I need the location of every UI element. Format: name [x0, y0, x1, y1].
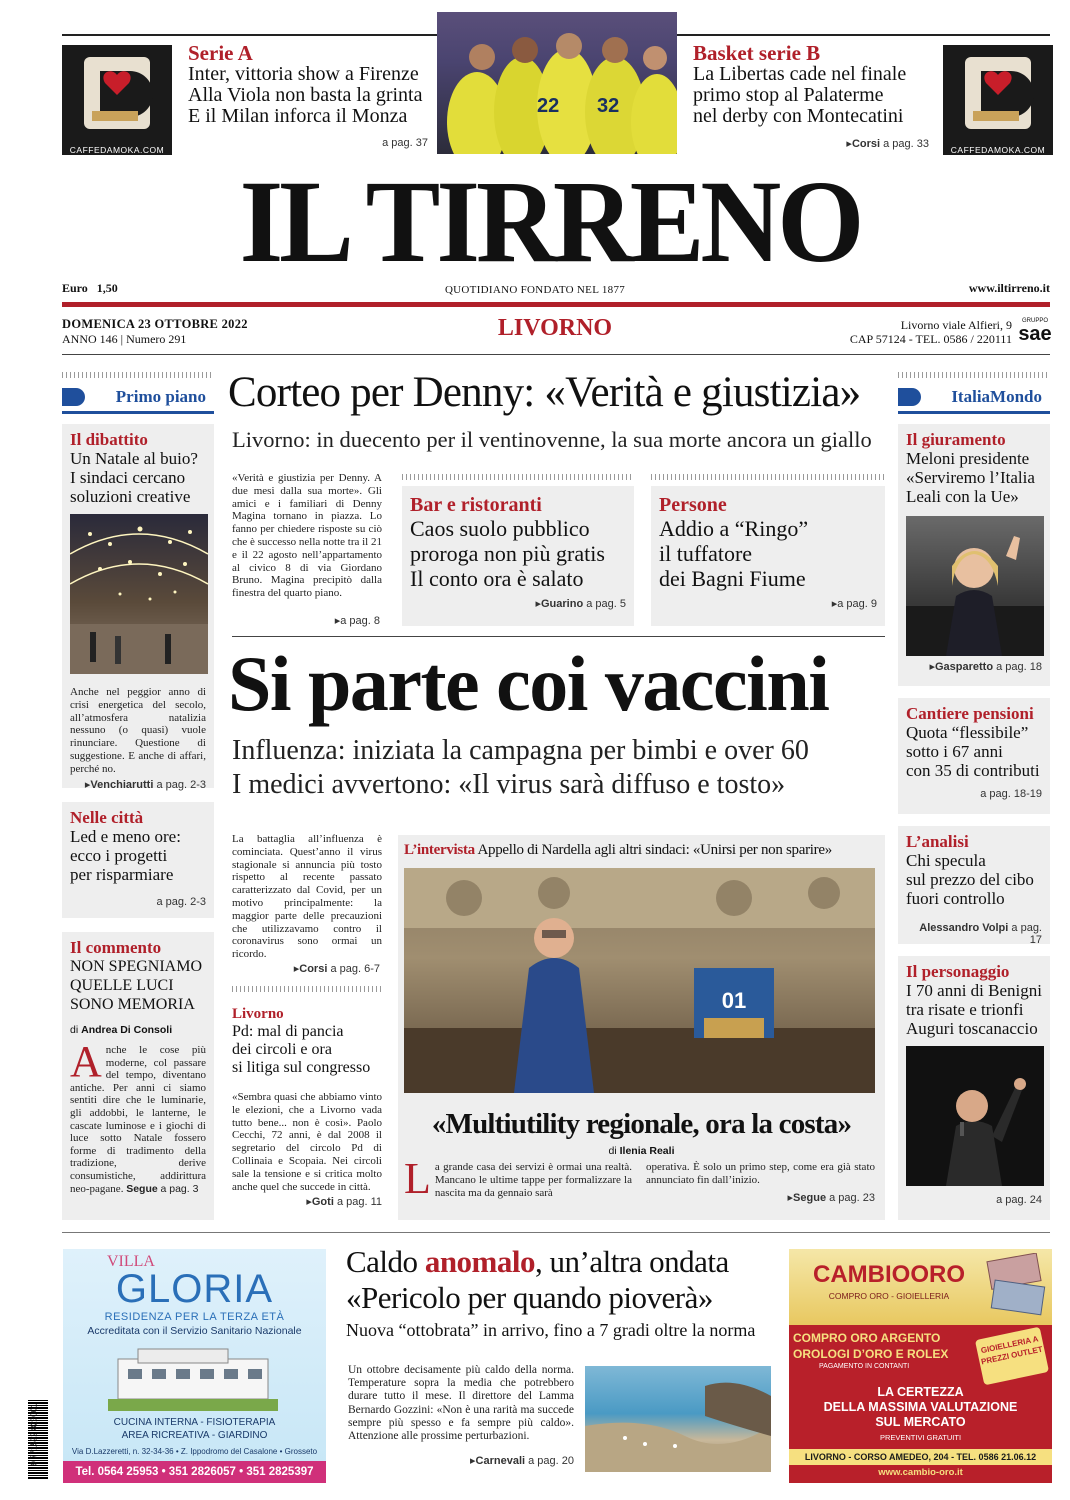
right-story-2[interactable] — [898, 698, 1050, 814]
left-story-1-h3: soluzioni creative — [70, 487, 191, 506]
right-story-4-h1: I 70 anni di Benigni — [906, 981, 1042, 1000]
interview-author: Segue — [793, 1191, 827, 1204]
right-story-2-h1: Quota “flessibile” — [906, 723, 1029, 742]
livorno-h2: dei circoli e ora — [232, 1041, 332, 1058]
right-story-4[interactable] — [898, 956, 1050, 1220]
main-sub-1: Influenza: iniziata la campagna per bimbi e over 60 — [232, 735, 809, 766]
box1-ref: ▸Guarino a pag. 5 — [535, 598, 626, 610]
date: DOMENICA 23 OTTOBRE 2022 — [62, 317, 248, 331]
right-story-1-author: Gasparetto — [934, 661, 994, 673]
left-story-1-kicker: Il dibattito — [70, 430, 148, 449]
ad-cambio-website: www.cambio-oro.it — [878, 1467, 963, 1478]
section-primo-piano[interactable] — [62, 382, 214, 414]
ad-cambio-brand-sub: COMPRO ORO - GIOIELLERIA — [828, 1291, 950, 1301]
masthead-red-rule — [62, 302, 1050, 307]
lead-headline[interactable]: Corteo per Denny: «Verità e giustizia» — [228, 369, 861, 416]
box1-kicker: Bar e ristoranti — [410, 494, 542, 516]
right-story-3[interactable] — [898, 826, 1050, 944]
promo-right-page: a pag. 33 — [883, 138, 929, 150]
weather-subhead: Nuova “ottobrata” in arrivo, fino a 7 gradi oltre la norma — [346, 1320, 756, 1340]
moka-cup-icon — [62, 45, 172, 140]
promo-left[interactable] — [188, 42, 428, 149]
section-italiamondo-label: ItaliaMondo — [951, 386, 1042, 406]
right-story-1-page: a pag. 18 — [996, 661, 1042, 673]
right-story-3-h3: fuori controllo — [906, 889, 1005, 908]
interview-body-col-1 — [404, 1154, 632, 1204]
section-quote-icon — [62, 384, 88, 410]
interview-byline-name: Ilenia Reali — [619, 1145, 675, 1157]
right-story-2-h2: sotto i 67 anni — [906, 742, 1003, 761]
interview-title: Appello di Nardella agli altri sindaci: «Unirsi per non sparire» — [477, 842, 832, 858]
ad-villa-gloria[interactable] — [63, 1249, 326, 1483]
livorno-body: «Sembra quasi che abbiamo vinto le elezioni, che a Livorno vada tutto bene... non è così». Paolo Cecchi, 72 anni, è dal 2008 il segretario del circolo Pd di Collinaia e Scopaia. Nei circoli sale la tensione e si critica molto anche quel che succede in città. — [232, 1091, 382, 1193]
weather-headline-em: anomalo — [424, 1244, 535, 1279]
ad-address: Via D.Lazzeretti, n. 32-34-36 • Z. Ippodromo del Casalone • Grosseto — [71, 1447, 318, 1456]
promo-left-ref: a pag. 37 — [382, 137, 428, 149]
box2-h1: Addio a “Ringo” — [659, 516, 809, 541]
main-author: Corsi — [299, 963, 328, 975]
meloni-photo — [906, 516, 1044, 656]
section-italiamondo[interactable] — [898, 382, 1050, 414]
left-story-1-h2: I sindaci cercano — [70, 468, 186, 487]
interview-headline: «Multiutility regionale, ora la costa» — [431, 1108, 852, 1140]
ad-villa-label: VILLA — [107, 1253, 155, 1270]
main-ref: ▸Corsi a pag. 6-7 — [293, 963, 380, 975]
benigni-photo — [906, 1046, 1044, 1186]
ad-cambio-brand: CAMBIOORO — [813, 1261, 965, 1288]
weather-page: a pag. 20 — [528, 1455, 574, 1467]
left-story-2-ref: a pag. 2-3 — [156, 896, 206, 908]
left-story-3-body: nche le cose più moderne, col passare del tempo, diventano antiche. Per anni ci siamo sentiti dire che le luminarie, gli addobbi, le lanterne, le cascate luminose e i giochi di luce sotto Natale fossero forme di tradimento della tradizione, derive consumistiche, addirittura neo-pagane. — [70, 1044, 206, 1195]
left-story-3-byline-prefix: di — [70, 1024, 79, 1036]
interview-kicker: L’intervista — [404, 842, 475, 858]
ad-cambio-line-5: DELLA MASSIMA VALUTAZIONE — [823, 1400, 1018, 1414]
left-story-3-dropcap: A — [70, 1037, 102, 1086]
left-story-1-ref: ▸Venchiarutti a pag. 2-3 — [84, 778, 206, 791]
box2-ref: ▸a pag. 9 — [831, 598, 877, 610]
ad-tel: Tel. 0564 25953 • 351 2826057 • 351 2825397 — [63, 1461, 326, 1483]
box1-h3: Il conto ora è salato — [410, 566, 584, 591]
main-page: a pag. 6-7 — [330, 963, 380, 975]
promo-right-author: Corsi — [851, 138, 881, 150]
livorno-ref: ▸Goti a pag. 11 — [306, 1196, 382, 1209]
ad-cambio-line-3: PAGAMENTO IN CONTANTI — [819, 1363, 910, 1370]
weather-headline-2: «Pericolo per quando pioverà» — [346, 1280, 713, 1315]
box1-h2: proroga non più gratis — [410, 541, 605, 566]
promo-right-kicker: Basket serie B — [693, 41, 821, 65]
livorno-story[interactable] — [232, 1006, 382, 1208]
ad-cambio-oro[interactable] — [789, 1249, 1052, 1483]
interview-page: a pag. 23 — [829, 1191, 875, 1204]
dots-livorno — [232, 986, 382, 992]
left-story-3-body-wrap — [70, 1037, 206, 1195]
anno: ANNO 146 — [62, 332, 118, 346]
ad-residenza: RESIDENZA PER LA TERZA ETÀ — [104, 1311, 285, 1323]
edition: LIVORNO — [497, 315, 613, 341]
promo-left-line-2: Alla Viola non basta la grinta — [188, 84, 423, 106]
right-story-4-kicker: Il personaggio — [906, 962, 1010, 981]
caffedamoka-logo-right[interactable] — [943, 45, 1053, 155]
promo-left-line-1: Inter, vittoria show a Firenze — [188, 63, 419, 85]
svg-text:01: 01 — [721, 988, 747, 1013]
right-story-3-page: a pag. 17 — [1011, 922, 1042, 946]
livorno-h3: si litiga sul congresso — [232, 1059, 371, 1076]
box2-h2: il tuffatore — [659, 541, 753, 566]
left-story-2-h3: per risparmiare — [70, 865, 174, 884]
livorno-author: Goti — [311, 1196, 334, 1209]
sae-logo — [1018, 318, 1052, 344]
moka-cup-icon — [943, 45, 1053, 140]
left-story-2[interactable] — [62, 802, 214, 918]
main-body — [232, 833, 382, 961]
main-sub-2: I medici avvertono: «Il virus sarà diffuso e tosto» — [232, 769, 786, 800]
lead-subhead: Livorno: in duecento per il ventinovenne, la sua morte ancora un giallo — [232, 427, 872, 452]
left-story-1-author: Venchiarutti — [90, 778, 154, 791]
livorno-h1: Pd: mal di pancia — [232, 1023, 344, 1040]
ad-accreditata: Accreditata con il Servizio Sanitario Nazionale — [87, 1325, 302, 1337]
left-story-3-h2: QUELLE LUCI — [70, 977, 174, 994]
left-story-3-byline — [70, 1024, 206, 1036]
box-persone[interactable] — [651, 486, 885, 626]
lead-page: a pag. 8 — [340, 615, 380, 627]
box2-h3: dei Bagni Fiume — [659, 566, 806, 591]
gruppo-label: GRUPPO — [1021, 318, 1048, 324]
left-story-2-h1: Led e meno ore: — [70, 827, 181, 846]
box1-page: a pag. 5 — [586, 598, 626, 610]
weather-story[interactable] — [346, 1244, 776, 1342]
right-story-1-ref: ▸Gasparetto a pag. 18 — [929, 661, 1042, 673]
interview-ref: ▸Segue a pag. 23 — [787, 1191, 875, 1204]
website[interactable]: www.iltirreno.it — [968, 281, 1050, 295]
barcode-number: 9 771592 823001 — [29, 1403, 39, 1466]
promo-left-line-3: E il Milan inforca il Monza — [188, 105, 408, 127]
masthead-title[interactable]: IL TIRRENO — [239, 156, 861, 288]
right-story-3-h2: sul prezzo del cibo — [906, 870, 1034, 889]
interview-body-1: a grande casa dei servizi è ormai una realtà. Mancano le ultime tappe per formalizzare la nascita ma da gennaio sarà — [434, 1161, 632, 1199]
left-story-3-kicker: Il commento — [70, 938, 162, 957]
interview-box[interactable] — [398, 835, 885, 1220]
right-story-1-h1: Meloni presidente — [906, 449, 1030, 468]
inter-team-photo — [437, 12, 677, 154]
address: Livorno viale Alfieri, 9 — [900, 318, 1012, 332]
masthead-bottom-rule — [62, 354, 1050, 355]
promo-right-line-1: La Libertas cade nel finale — [693, 63, 907, 85]
sae-label: sae — [1018, 323, 1052, 345]
main-headline[interactable]: Si parte coi vaccini — [228, 640, 829, 727]
left-story-3-byline-name: Andrea Di Consoli — [81, 1024, 173, 1036]
right-story-2-kicker: Cantiere pensioni — [906, 704, 1034, 723]
bottom-rule — [62, 1232, 1050, 1233]
weather-author: Carnevali — [475, 1455, 526, 1467]
lead-body-text: «Verità e giustizia per Denny. A due mesi dalla sua morte». Gli amici e i familiari di Denny Magina tornano in piazza. Lo fanno per chiedere risposte su ciò che è successo nella notte tra il 21 e il 22 agosto nell’appartamento al civico 8 di via Giordano Bruno. Magina precipitò dalla finestra del quarto piano. — [232, 472, 382, 600]
dots-left — [62, 372, 214, 378]
price-value: 1,50 — [96, 281, 118, 295]
box2-page: a pag. 9 — [837, 598, 877, 610]
right-story-3-ref — [906, 922, 1042, 946]
left-story-3-author: Segue — [126, 1182, 158, 1195]
left-story-3-h3: SONO MEMORIA — [70, 996, 195, 1013]
lead-ref: ▸a pag. 8 — [334, 615, 380, 627]
livorno-kicker: Livorno — [232, 1006, 284, 1022]
nardella-photo — [404, 868, 875, 1093]
ad-cambio-line-2: OROLOGI D’ORO E ROLEX — [793, 1347, 949, 1361]
right-story-2-ref: a pag. 18-19 — [980, 788, 1042, 800]
right-story-3-kicker: L’analisi — [906, 832, 969, 851]
interview-dropcap: L — [404, 1154, 431, 1203]
interview-body-2: operativa. È solo un primo step, come era già stato annunciato fin dall’inizio. — [646, 1161, 875, 1186]
ad-cambio-line-1: COMPRO ORO ARGENTO — [793, 1331, 941, 1345]
christmas-lights-photo — [70, 514, 208, 674]
numero: Numero 291 — [126, 332, 187, 346]
section-quote-icon — [898, 384, 924, 410]
moka-logo-text: CAFFEDAMOKA.COM — [950, 145, 1046, 155]
ad-services-1: CUCINA INTERNA - FISIOTERAPIA — [113, 1417, 276, 1428]
svg-text:22: 22 — [537, 95, 560, 117]
beach-photo — [585, 1366, 771, 1472]
ad-services-2: AREA RICREATIVA - GIARDINO — [121, 1430, 268, 1441]
issue-info: ANNO 146 | Numero 291 — [62, 332, 187, 346]
left-story-1-page: a pag. 2-3 — [156, 778, 206, 791]
weather-body: Un ottobre decisamente più caldo della norma. Temperature sopra la media che potrebbero durare tutto il mese. Il direttore del Lamma Bernardo Gozzini: «Non è una rarità ma succede sempre più spesso e fa sempre più caldo». Attenzione alle prossime perturbazioni. — [348, 1364, 574, 1443]
right-story-1-h3: Leali con la Ue» — [906, 487, 1019, 506]
ad-banknotes-illustration — [985, 1253, 1049, 1321]
ad-building-illustration — [108, 1341, 278, 1411]
ad-cambio-line-7: PREVENTIVI GRATUITI — [879, 1433, 962, 1442]
livorno-page: a pag. 11 — [336, 1196, 382, 1209]
lead-body — [232, 472, 382, 600]
box-bar-ristoranti[interactable] — [402, 486, 634, 626]
price-label: Euro — [62, 281, 88, 295]
ad-cambio-badge: GIOIELLERIA A PREZZI OUTLET — [975, 1327, 1049, 1386]
svg-text:32: 32 — [597, 95, 620, 117]
interview-byline-prefix: di — [608, 1145, 617, 1157]
right-story-4-ref: a pag. 24 — [996, 1194, 1042, 1206]
promo-right[interactable] — [693, 42, 933, 150]
weather-headline-1 — [346, 1244, 776, 1280]
promo-right-ref: ▸Corsi a pag. 33 — [846, 138, 929, 150]
ad-cambio-address: LIVORNO - CORSO AMEDEO, 204 - TEL. 0586 21.06.12 — [789, 1449, 1052, 1465]
promo-right-line-2: primo stop al Palaterme — [693, 84, 884, 106]
interview-header — [404, 841, 879, 859]
right-story-4-h3: Auguri toscanaccio — [906, 1019, 1038, 1038]
interview-byline — [404, 1145, 879, 1157]
main-body-text: La battaglia all’influenza è cominciata. Quest’anno il virus stagionale si annuncia più tosto rispetto al recente passato caratterizzato dal Covid, per un motivo principalmente: la maggior parte delle precauzioni che utilizzavamo contro il coronavirus sono ormai un ricordo. — [232, 833, 382, 961]
left-story-2-kicker: Nelle città — [70, 808, 144, 827]
right-story-2-h3: con 35 di contributi — [906, 761, 1040, 780]
ad-gloria-label: GLORIA — [115, 1267, 274, 1311]
left-story-1-h1: Un Natale al buio? — [70, 449, 198, 468]
interview-body-col-2 — [646, 1161, 875, 1204]
cap-tel: CAP 57124 - TEL. 0586 / 220111 — [849, 332, 1012, 346]
left-story-3-ref: a pag. 3 — [160, 1182, 199, 1195]
right-story-1[interactable] — [898, 424, 1050, 686]
right-story-1-kicker: Il giuramento — [906, 430, 1006, 449]
interview-body-cols — [404, 1154, 879, 1204]
box2-kicker: Persone — [659, 494, 727, 516]
left-story-3[interactable] — [62, 932, 214, 1220]
promo-left-kicker: Serie A — [188, 41, 253, 65]
ad-cambio-line-6: SUL MERCATO — [875, 1415, 966, 1429]
right-story-3-h1: Chi specula — [906, 851, 986, 870]
price — [62, 281, 118, 296]
left-story-3-h1: NON SPEGNIAMO — [70, 958, 203, 975]
promo-right-line-3: nel derby con Montecatini — [693, 105, 904, 127]
section-primo-piano-label: Primo piano — [115, 386, 206, 406]
dots-right — [898, 372, 1050, 378]
weather-ref: ▸Carnevali a pag. 20 — [470, 1455, 574, 1467]
weather-headline-post: , un’altra ondata — [535, 1244, 729, 1279]
right-story-4-h2: tra risate e trionfi — [906, 1000, 1024, 1019]
caffedamoka-logo-left[interactable] — [62, 45, 172, 155]
right-story-1-h2: «Serviremo l’Italia — [906, 468, 1035, 487]
left-story-1[interactable] — [62, 424, 214, 791]
main-top-rule — [232, 636, 885, 637]
box1-author: Guarino — [541, 598, 584, 610]
dots-box1 — [402, 474, 634, 480]
weather-headline-pre: Caldo — [346, 1244, 425, 1279]
tagline: QUOTIDIANO FONDATO NEL 1877 — [444, 284, 626, 296]
left-story-2-h2: ecco i progetti — [70, 846, 168, 865]
box1-h1: Caos suolo pubblico — [410, 516, 590, 541]
dots-box2 — [651, 474, 885, 480]
ad-cambio-line-4: LA CERTEZZA — [877, 1385, 964, 1399]
left-story-1-body: Anche nel peggior anno di crisi energetica del secolo, all’atmosfera natalizia nessuno (o quasi) vuole rinunciare. Questione di suggestione. E anche di affari, perché no. — [70, 686, 206, 775]
right-story-3-author: Alessandro Volpi — [919, 922, 1009, 934]
moka-logo-text: CAFFEDAMOKA.COM — [69, 145, 165, 155]
